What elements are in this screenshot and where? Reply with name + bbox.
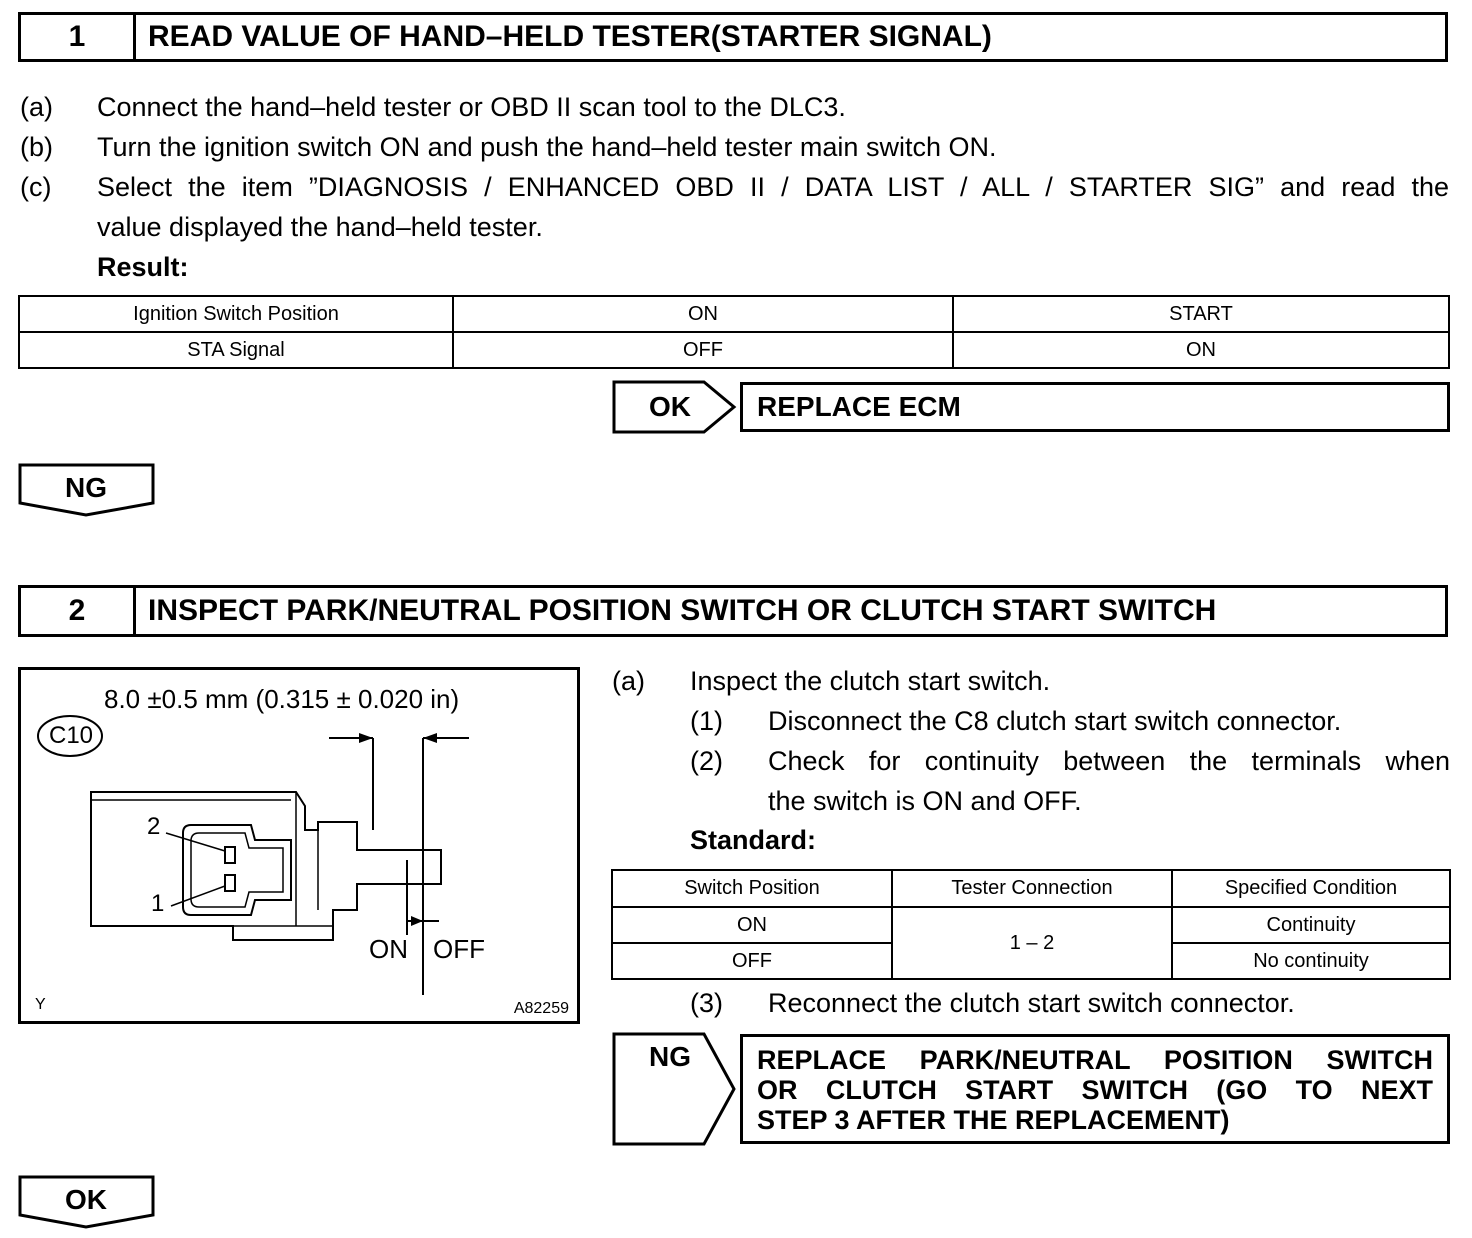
table-cell: ON — [453, 296, 953, 332]
connector-label: C10 — [48, 722, 94, 749]
table-cell: Continuity — [1172, 907, 1450, 943]
step2-sub3-label: (3) — [690, 988, 723, 1018]
table-cell: START — [953, 296, 1449, 332]
ng-action-line1: REPLACE PARK/NEUTRAL POSITION SWITCH — [757, 1045, 1433, 1075]
step2-sub2-line2: the switch is ON and OFF. — [768, 786, 1082, 816]
step2-sub3: Reconnect the clutch start switch connector. — [768, 988, 1295, 1018]
table-cell: 1 – 2 — [892, 907, 1172, 979]
replace-ecm-box: REPLACE ECM — [740, 382, 1450, 432]
step2-sub2-label: (2) — [690, 746, 723, 776]
pin-1-label: 1 — [151, 890, 165, 917]
table-row — [612, 870, 1450, 907]
clutch-switch-diagram — [21, 670, 577, 1021]
table-header: Specified Condition — [1172, 870, 1450, 907]
step1-item-a: Connect the hand–held tester or OBD II scan tool to the DLC3. — [97, 92, 846, 122]
table-row — [612, 907, 1450, 943]
step2-standard-label: Standard: — [690, 825, 817, 855]
figure-corner-left: Y — [35, 996, 46, 1013]
step1-item-c-label: (c) — [20, 172, 52, 202]
table-row — [19, 296, 1449, 332]
table-cell: ON — [612, 907, 892, 943]
step1-result-table — [18, 295, 1450, 369]
table-cell: No continuity — [1172, 943, 1450, 979]
ng-label-2: NG — [649, 1041, 691, 1072]
step1-item-b-label: (b) — [20, 132, 53, 162]
off-label: OFF — [433, 934, 485, 964]
table-cell: STA Signal — [19, 332, 453, 368]
step1-item-c-cont: value displayed the hand–held tester. — [97, 212, 543, 242]
step2-title: INSPECT PARK/NEUTRAL POSITION SWITCH OR CLUTCH START SWITCH — [148, 594, 1217, 627]
step1-item-a-label: (a) — [20, 92, 53, 122]
step1-item-b: Turn the ignition switch ON and push the hand–held tester main switch ON. — [97, 132, 997, 162]
table-cell: OFF — [453, 332, 953, 368]
step2-header — [18, 585, 1448, 637]
step1-item-c: Select the item ”DIAGNOSIS / ENHANCED OBD II / DATA LIST / ALL / STARTER SIG” and read the — [97, 172, 1449, 202]
step1-number: 1 — [21, 15, 136, 59]
table-cell: OFF — [612, 943, 892, 979]
table-row — [19, 332, 1449, 368]
ng-action-line2: OR CLUTCH START SWITCH (GO TO NEXT — [757, 1075, 1433, 1105]
table-cell: ON — [953, 332, 1449, 368]
step2-standard-table — [611, 869, 1451, 980]
ng-label-1: NG — [65, 472, 107, 503]
ok-label-2: OK — [65, 1184, 107, 1215]
switch-figure — [18, 667, 580, 1024]
step2-sub2-line1: Check for continuity between the terminals when — [768, 746, 1450, 776]
dimension-label: 8.0 ±0.5 mm (0.315 ± 0.020 in) — [104, 684, 460, 714]
table-cell: Ignition Switch Position — [19, 296, 453, 332]
step2-number: 2 — [21, 588, 136, 634]
ng-action-line3: STEP 3 AFTER THE REPLACEMENT) — [757, 1105, 1230, 1135]
step1-title: READ VALUE OF HAND–HELD TESTER(STARTER SIGNAL) — [148, 20, 992, 53]
step2-item-a: Inspect the clutch start switch. — [690, 666, 1051, 696]
step2-sub1: Disconnect the C8 clutch start switch connector. — [768, 706, 1342, 736]
ok-label-1: OK — [649, 391, 691, 422]
figure-id: A82259 — [513, 1000, 569, 1017]
table-header: Tester Connection — [892, 870, 1172, 907]
step2-item-a-label: (a) — [612, 666, 645, 696]
replace-switch-box — [740, 1034, 1450, 1144]
on-label: ON — [369, 934, 408, 964]
pin-2-label: 2 — [147, 813, 161, 840]
step1-header — [18, 12, 1448, 62]
table-header: Switch Position — [612, 870, 892, 907]
step2-sub1-label: (1) — [690, 706, 723, 736]
step1-result-label: Result: — [97, 252, 189, 282]
